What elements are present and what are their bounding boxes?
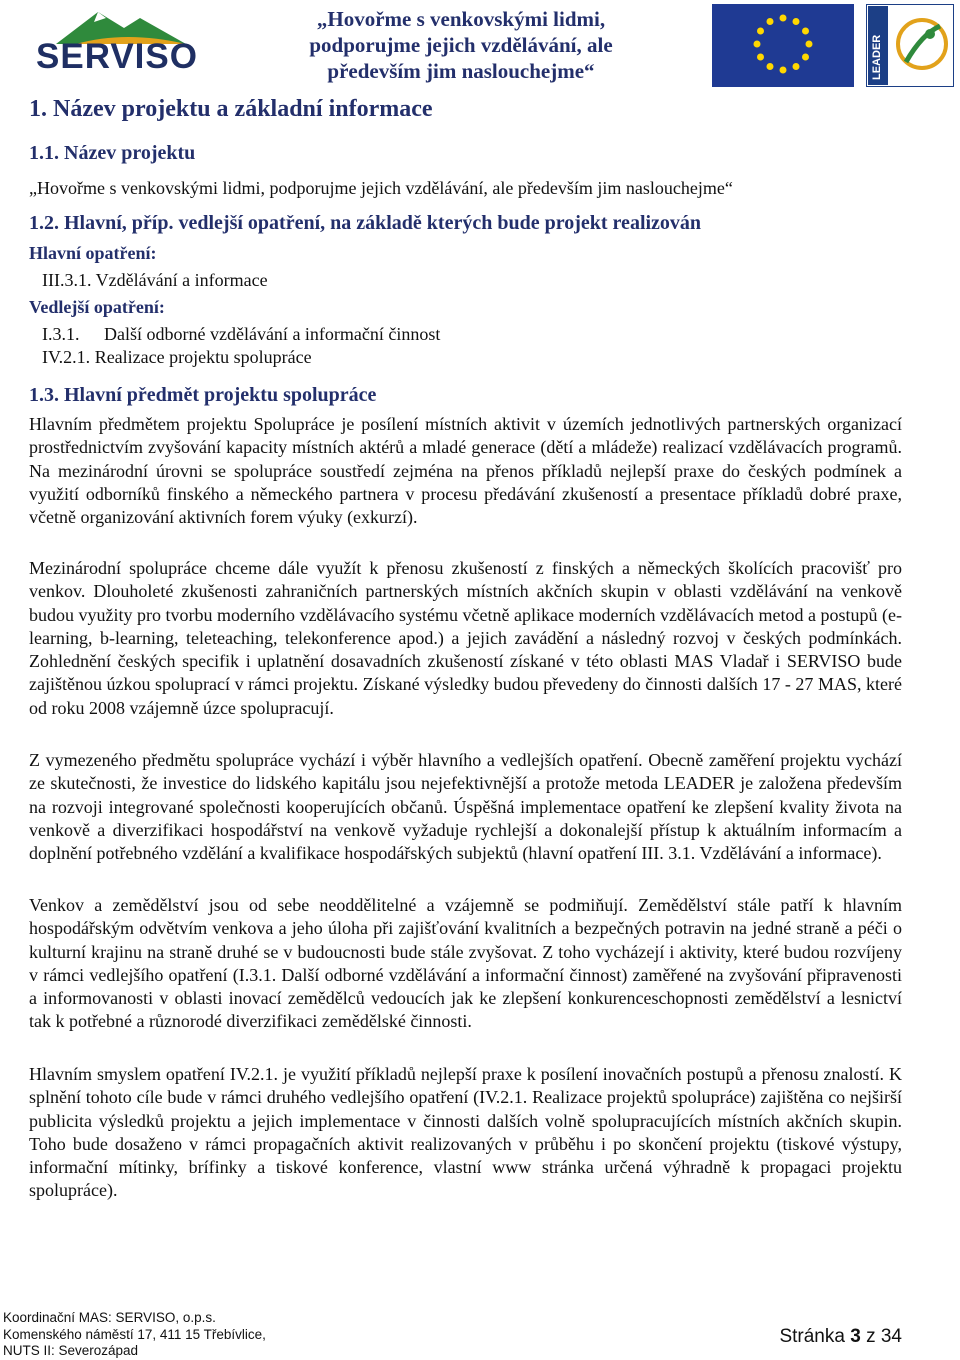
- page-current: 3: [850, 1326, 861, 1347]
- body-paragraph: Hlavním smyslem opatření IV.2.1. je využití příkladů nejlepší praxe k posílení inovačních postupů a přenosu znalostí. K splnění tohoto cíle bude v rámci druhého vedlejšího opatření (IV.2.1. Realizace projektů spolupráce) zajištěna co nejširší publicita výsledků projektu a jejich implementace v činnosti dalších volně spolupracujících místních akčních skupin. Toho bude dosaženo v rámci propagačních aktivit realizovaných v průběhu i po skončení projektu (tiskové výstupy, informační mítinky, brífinky a tiskové konference, vlastní www stránka určená výhradně k propagaci projektu spolupráce).: [29, 1064, 902, 1201]
- section-title: 1. Název projektu a základní informace: [29, 96, 433, 122]
- footer-line: Koordinační MAS: SERVISO, o.p.s.: [3, 1310, 216, 1325]
- footer-line: NUTS II: Severozápad: [3, 1343, 139, 1358]
- page-separator: z: [866, 1326, 876, 1347]
- subsection-title-1-3: 1.3. Hlavní předmět projektu spolupráce: [29, 384, 377, 406]
- motto-line: především jim naslouchejme“: [327, 59, 595, 83]
- leader-logo-text: LEADER: [871, 34, 883, 80]
- measure-code: I.3.1.: [42, 324, 80, 344]
- eu-flag-icon: [712, 4, 854, 87]
- page-prefix: Stránka: [779, 1326, 845, 1347]
- motto-line: podporujme jejich vzdělávání, ale: [309, 33, 613, 57]
- header-motto: [288, 6, 634, 84]
- body-paragraph: Venkov a zemědělství jsou od sebe neoddělitelné a vzájemně se podmiňují. Zemědělství stále patří k hlavním hospodářským odvětvím venkova a jeho úloha při zajišťování kvalitních a bezpečných potravin na jedné straně a péči o kulturní krajinu na straně druhé se v budoucnosti bude stále zvyšovat. Z toho vycházejí i aktivity, které budou rozvíjeny v rámci vedlejšího opatření (I.3.1. Další odborné vzdělávání a informační činnost) zaměřené na zvyšování připravenosti a informovanosti v oblasti inovací zemědělců vedoucích jak ke zlepšení konkurenceschopnosti zemědělství a lesnictví tak k potřebné a různorodé diverzifikaci zemědělské činnosti.: [29, 895, 902, 1032]
- main-measure-value: III.3.1. Vzdělávání a informace: [42, 270, 268, 290]
- footer-address: [3, 1310, 266, 1360]
- body-paragraph: Hlavním předmětem projektu Spolupráce je posílení místních aktivit v územích jednotlivých partnerských organizací prostřednictvím zvyšování kapacity místních aktérů a mladé generace (dětí a mládeže) realizací vzdělávacích programů. Na mezinárodní úrovni se spolupráce soustředí zejména na přenos příkladů nejlepší praxe do českých podmínek a využití odborníků finského a německého partnera v procesu předávání zkušeností a presentace příkladů dobré praxe, včetně organizování aktivních forem výuky (exkurzí).: [29, 414, 902, 528]
- subsection-title-1-2: 1.2. Hlavní, příp. vedlejší opatření, na základě kterých bude projekt realizován: [29, 212, 702, 234]
- subsection-title-1-1: 1.1. Název projektu: [29, 142, 196, 164]
- measure-text: Další odborné vzdělávání a informační činnost: [104, 324, 441, 344]
- motto-line: „Hovořme s venkovskými lidmi,: [316, 7, 606, 31]
- project-name: „Hovořme s venkovskými lidmi, podporujme jejich vzdělávání, ale především jim naslouchejme“: [29, 178, 733, 198]
- page-total: 34: [880, 1326, 902, 1347]
- body-paragraph: Mezinárodní spolupráce chceme dále využít k přenosu zkušeností z finských a německých školících pracovišť pro venkov. Dlouholeté zkušenosti zahraničních partnerských místních akčních skupin v oblasti vzdělávání na venkově budou využity pro tvorbu moderního vzdělávacího systému včetně aplikace moderních vzdělávacích metod a postupů (e-learning, b-learning, teleteaching, telekonference apod.) a jejich zavádění a následný rozvoj v českých podmínkách. Zohlednění českých specifik i uplatnění dosavadních zkušeností získané v této oblasti MAS Vladař i SERVISO bude zajištěnou úzkou spoluprací v rámci projektu. Získané výsledky budou převedeny do činnosti dalších 17 - 27 MAS, které od roku 2008 vzájemně úzce spolupracují.: [29, 558, 902, 718]
- body-paragraph: Z vymezeného předmětu spolupráce vychází i výběr hlavního a vedlejších opatření. Obecně zaměření projektu vychází ze skutečnosti, že investice do lidského kapitálu jsou nejefektivnější a protože metoda LEADER je založena především na rozvoji integrované společnosti kooperujících občanů. Úspěšná implementace opatření ke zlepšení kvality života na venkově a diverzifikaci hospodářství na venkově vyžaduje rychlejší a dokonalejší přístup k aktuálním informacím a doplnění potřebného vzdělání a kvalifikace hospodářských subjektů (hlavní opatření III. 3.1. Vzdělávání a informace).: [29, 750, 902, 864]
- secondary-measure-label: Vedlejší opatření:: [29, 297, 165, 317]
- footer-line: Komenského náměstí 17, 411 15 Třebívlice,: [3, 1326, 266, 1342]
- measure-text: Realizace projektu spolupráce: [94, 347, 312, 367]
- serviso-logo: [36, 6, 214, 74]
- leader-logo-icon: [866, 4, 954, 87]
- secondary-measure-item: [42, 347, 312, 368]
- page-number: [779, 1326, 902, 1348]
- main-measure-label: Hlavní opatření:: [29, 243, 157, 263]
- serviso-logo-text: SERVISO: [36, 37, 198, 76]
- secondary-measure-item: [42, 324, 440, 345]
- measure-code: IV.2.1.: [42, 347, 91, 367]
